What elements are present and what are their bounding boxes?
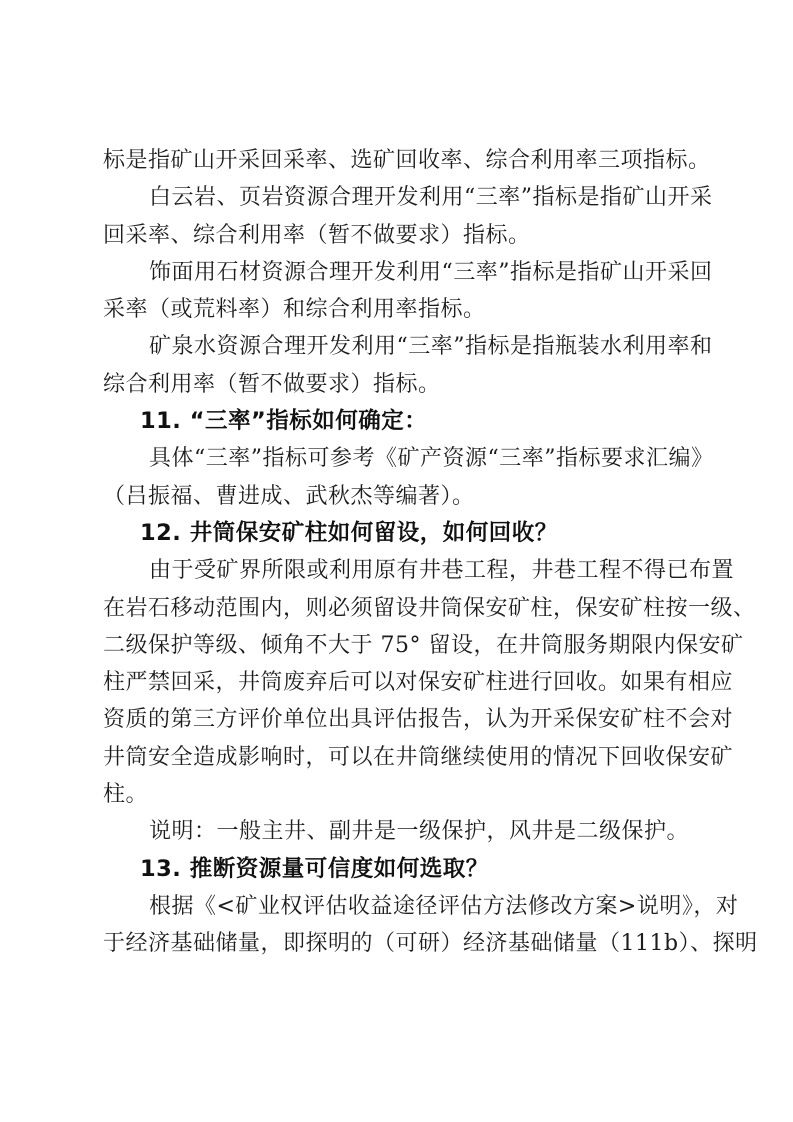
text-line: 柱严禁回采，井筒废弃后可以对保安矿柱进行回收。如果有相应	[103, 670, 734, 696]
document-text-block	[103, 142, 758, 963]
question-heading: 12. 井筒保安矿柱如何留设，如何回收？	[140, 519, 558, 546]
text-line: 饰面用石材资源合理开发利用“三率”指标是指矿山开采回	[149, 259, 713, 285]
text-line: 柱。	[103, 782, 149, 808]
text-line: 根据《<矿业权评估收益途径评估方法修改方案>说明》，对	[149, 893, 739, 919]
text-line: 回采率、综合利用率（暂不做要求）指标。	[103, 222, 531, 248]
text-line: 综合利用率（暂不做要求）指标。	[103, 371, 441, 397]
text-line: 于经济基础储量，即探明的（可研）经济基础储量（111b）、探明	[103, 931, 758, 957]
text-line: 说明：一般主井、副井是一级保护，风井是二级保护。	[149, 819, 690, 845]
text-line: 井筒安全造成影响时，可以在井筒继续使用的情况下回收保安矿	[103, 744, 734, 770]
text-line: 白云岩、页岩资源合理开发利用“三率”指标是指矿山开采	[149, 185, 713, 211]
text-line: 矿泉水资源合理开发利用“三率”指标是指瓶装水利用率和	[149, 334, 713, 360]
text-line: （吕振福、曹进成、武秋杰等编著）。	[103, 483, 475, 509]
text-line: 资质的第三方评价单位出具评估报告，认为开采保安矿柱不会对	[103, 707, 734, 733]
text-line: 采率（或荒料率）和综合利用率指标。	[103, 297, 486, 323]
text-line: 具体“三率”指标可参考《矿产资源“三率”指标要求汇编》	[149, 446, 714, 472]
question-heading: 13. 推断资源量可信度如何选取？	[140, 855, 489, 882]
text-line: 在岩石移动范围内，则必须留设井筒保安矿柱，保安矿柱按一级、	[103, 595, 756, 621]
question-heading: 11. “三率”指标如何确定：	[140, 408, 428, 435]
text-line: 二级保护等级、倾角不大于 75° 留设，在井筒服务期限内保安矿	[103, 632, 744, 658]
text-line: 由于受矿界所限或利用原有井巷工程，井巷工程不得已布置	[149, 558, 735, 584]
text-line: 标是指矿山开采回采率、选矿回收率、综合利用率三项指标。	[103, 148, 711, 173]
